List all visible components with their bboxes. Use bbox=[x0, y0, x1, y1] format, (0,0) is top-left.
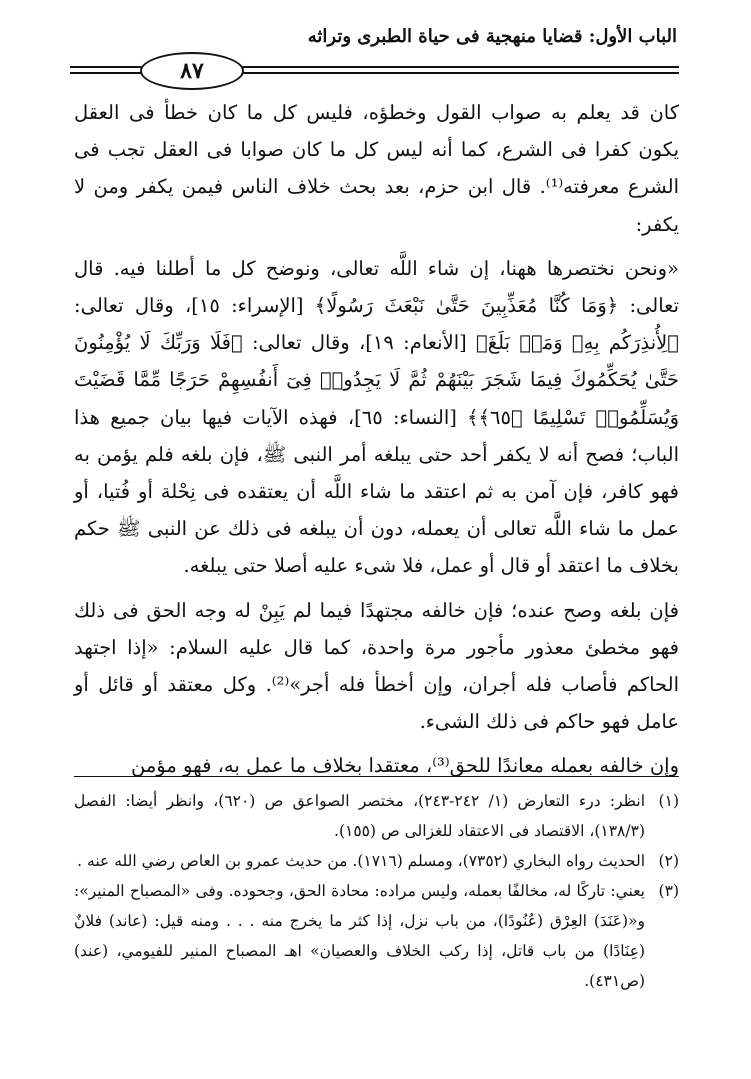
footnote bbox=[74, 876, 679, 996]
paragraph: فإن بلغه وصح عنده؛ فإن خالفه مجتهدًا فيما لم يَبِنْ له وجه الحق فى ذلك فهو مخطئ معذور مأجور مرة واحدة، كما قال عليه السلام: «إذا اجتهد الحاكم فأصاب فله أجران، وإن أخطأ فله أجر»⁽²⁾. وكل معتقد أو قائل أو عامل فهو حاكم فى ذلك الشىء. bbox=[74, 598, 679, 734]
footnotes-section bbox=[74, 786, 679, 996]
footnote-number: (٢) bbox=[658, 852, 679, 870]
paragraph: كان قد يعلم به صواب القول وخطؤه، فليس كل ما كان خطأ فى العقل يكون كفرا فى الشرع، كما أنه ليس كل ما كان صوابا فى العقل تجب فى الشرع معرفته⁽¹⁾. قال ابن حزم، بعد بحث خلاف الناس فيمن يكفر ومن لا يكفر: bbox=[74, 101, 679, 236]
footnote-text: يعني: تاركًا له، مخالفًا بعمله، وليس مراده: محادة الحق، وجحوده. وفى «المصباح المنير»: و«(عَنَدَ) العِرْق (عُنُودًا)، من باب نزل، إذا كثر ما يخرج منه . . . ومنه قيل: (عاند) فلانٌ (عِنَادًا) من باب قاتل، إذا ركب الخلاف والعصيان» اهـ المصباح المنير للفيومي، (عند) (ص٤٣١). bbox=[74, 882, 645, 990]
paragraph: وإن خالفه بعمله معاندًا للحق⁽³⁾، معتقدا بخلاف ما عمل به، فهو مؤمن bbox=[131, 754, 679, 778]
footnote-text: انظر: درء التعارض (١/ ٢٤٢-٢٤٣)، مختصر الصواعق ص (٦٢٠)، وانظر أيضا: الفصل (١٣٨/٣)، الاقتصاد فى الاعتقاد للغزالى ص (١٥٥). bbox=[74, 792, 646, 840]
footnote-number: (٣) bbox=[658, 882, 679, 900]
running-header-title: الباب الأول: قضايا منهجية فى حياة الطبرى وتراثه bbox=[307, 26, 677, 47]
footnote bbox=[74, 786, 679, 846]
main-text bbox=[74, 94, 679, 785]
page-number-badge: ٨٧ bbox=[140, 52, 244, 90]
footnote bbox=[74, 846, 679, 876]
footnote-number: (١) bbox=[658, 792, 679, 810]
footnote-text: الحديث رواه البخاري (٧٣٥٢)، ومسلم (١٧١٦). من حديث عمرو بن العاص رضي الله عنه . bbox=[77, 852, 645, 870]
paragraph: «ونحن نختصرها ههنا، إن شاء اللَّه تعالى، ونوضح كل ما أطلنا فيه. قال تعالى: ﴿وَمَا كُنَّا مُعَذِّبِينَ حَتَّىٰ نَبْعَثَ رَسُولًا﴾ [الإسراء: ١٥]، وقال تعالى: ﴿لِأُنذِرَكُم بِهِۦ وَمَنۢ بَلَغَ﴾ [الأنعام: ١٩]، وقال تعالى: ﴿فَلَا وَرَبِّكَ لَا يُؤْمِنُونَ حَتَّىٰ يُحَكِّمُوكَ فِيمَا شَجَرَ بَيْنَهُمْ ثُمَّ لَا يَجِدُوا۟ فِىٓ أَنفُسِهِمْ حَرَجًا مِّمَّا قَضَيْتَ وَيُسَلِّمُوا۟ تَسْلِيمًا ﴿٦٥﴾﴾ [النساء: ٦٥]، فهذه الآيات فيها بيان جميع هذا الباب؛ فصح أنه لا يكفر أحد حتى يبلغه أمر النبى ﷺ، فإن بلغه فلم يؤمن به فهو كافر، فإن آمن به ثم اعتقد ما شاء اللَّه أن يعتقده فى نِحْلة أو فُتيا، أو عمل ما شاء اللَّه تعالى أن يعمله، دون أن يبلغه فى ذلك عن النبى ﷺ حكم بخلاف ما اعتقد أو قال أو عمل، فلا شىء عليه أصلا حتى يبلغه. bbox=[74, 256, 680, 578]
footnote-divider bbox=[74, 776, 679, 777]
